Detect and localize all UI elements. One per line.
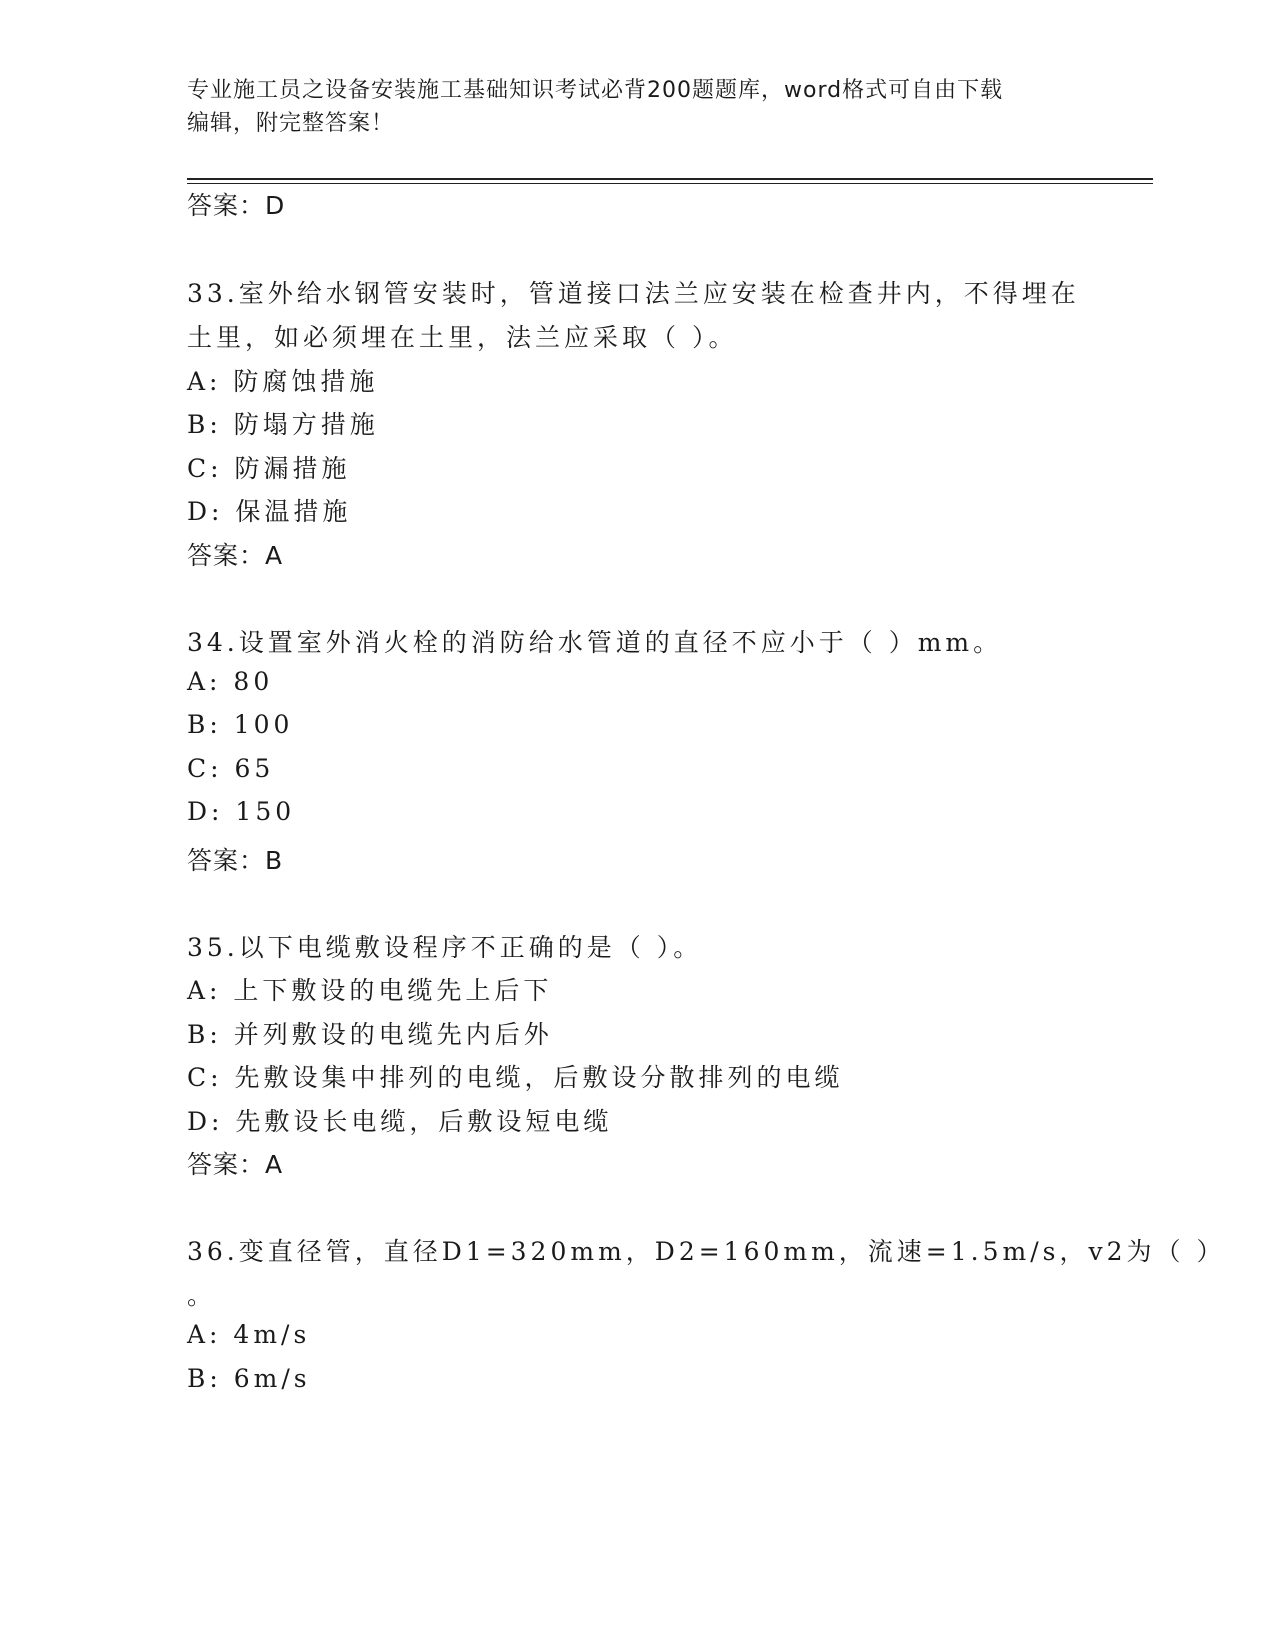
question-33-option-b: B: 防塌方措施	[187, 410, 379, 439]
question-36-option-b: B: 6m/s	[187, 1364, 311, 1393]
question-33-option-a: A: 防腐蚀措施	[187, 367, 379, 396]
answer-prev: 答案：D	[187, 191, 286, 220]
question-34-answer: 答案：B	[187, 846, 284, 875]
question-36-stem-line-2: 。	[187, 1281, 217, 1310]
question-34-option-c: C: 65	[187, 754, 275, 783]
question-35-option-c: C: 先敷设集中排列的电缆，后敷设分散排列的电缆	[187, 1063, 844, 1092]
header-line-2: 编辑，附完整答案！	[187, 111, 395, 136]
question-34-stem-line-1: 34.设置室外消火栓的消防给水管道的直径不应小于（ ）mm。	[187, 628, 1003, 657]
header-divider-thick	[187, 178, 1153, 180]
question-35-option-b: B: 并列敷设的电缆先内后外	[187, 1020, 553, 1049]
question-36-stem-line-1: 36.变直径管，直径D1=320mm，D2=160mm，流速=1.5m/s，v2为（ ）	[187, 1237, 1226, 1266]
question-36-option-a: A: 4m/s	[187, 1320, 311, 1349]
question-33-option-d: D: 保温措施	[187, 497, 352, 526]
question-35-answer: 答案：A	[187, 1150, 284, 1179]
question-35-option-d: D: 先敷设长电缆，后敷设短电缆	[187, 1107, 613, 1136]
question-34-option-b: B: 100	[187, 710, 294, 739]
question-33-stem-line-2: 土里，如必须埋在土里，法兰应采取（ ）。	[187, 323, 738, 352]
question-34-option-d: D: 150	[187, 797, 296, 826]
question-35-stem-line-1: 35.以下电缆敷设程序不正确的是（ ）。	[187, 933, 703, 962]
header-line-1: 专业施工员之设备安装施工基础知识考试必背200题题库，word格式可自由下载	[187, 78, 1004, 103]
header-divider-thin	[187, 183, 1153, 184]
question-34-option-a: A: 80	[187, 667, 274, 696]
question-33-answer: 答案：A	[187, 541, 284, 570]
document-header	[187, 74, 1087, 140]
question-35-option-a: A: 上下敷设的电缆先上后下	[187, 976, 553, 1005]
question-33-stem-line-1: 33.室外给水钢管安装时，管道接口法兰应安装在检查井内，不得埋在	[187, 279, 1080, 308]
question-33-option-c: C: 防漏措施	[187, 454, 351, 483]
